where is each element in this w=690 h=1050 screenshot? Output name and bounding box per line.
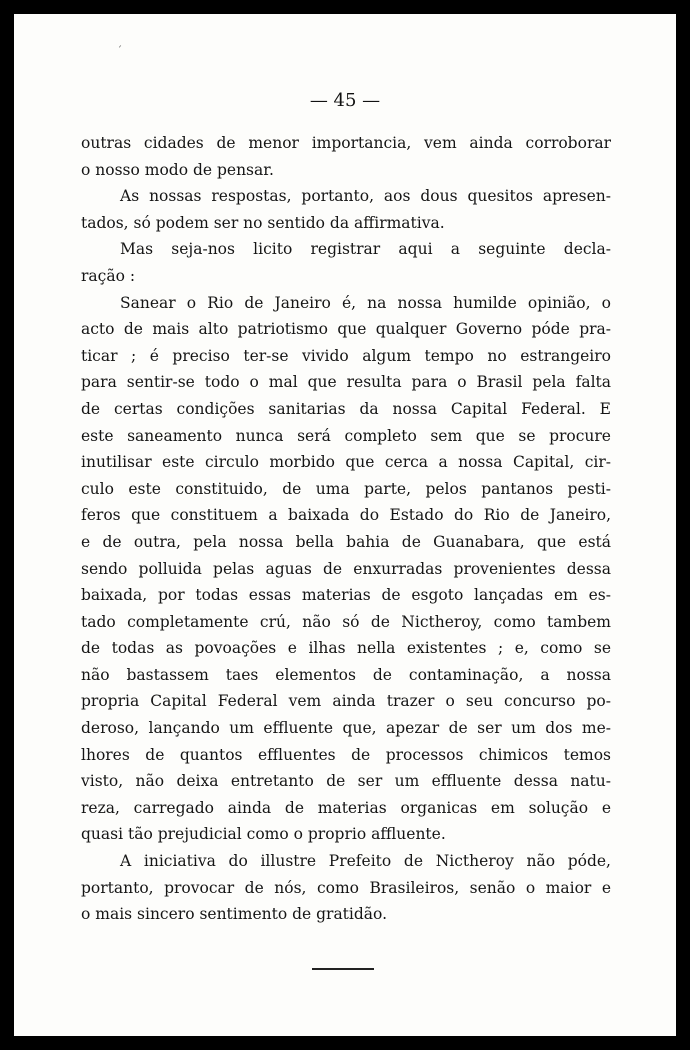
body-text [81,130,611,928]
text-line: culo este constituido, de uma parte, pelos pantanos pesti- [81,479,611,498]
stray-ink-mark: ´ [117,46,122,57]
page-number: — 45 — [309,90,381,111]
text-line: e de outra, pela nossa bella bahia de Guanabara, que está [81,532,611,551]
text-line: outras cidades de menor importancia, vem ainda corroborar [81,134,611,152]
text-line: As nossas respostas, portanto, aos dous quesitos apresen- [120,187,611,206]
text-line: o mais sincero sentimento de gratidão. [81,905,388,924]
text-line: sendo polluida pelas aguas de enxurradas provenientes dessa [81,559,611,578]
text-line: ticar ; é preciso ter-se vivido algum tempo no estrangeiro [81,346,611,365]
text-line: feros que constituem a baixada do Estado do Rio de Janeiro, [81,506,611,525]
book-page [14,14,676,1036]
text-line: este saneamento nunca será completo sem que se procure [81,426,611,445]
text-line: A iniciativa do illustre Prefeito de Nictheroy não póde, [120,852,611,871]
text-line: visto, não deixa entretanto de ser um effluente dessa natu- [81,772,611,791]
text-line: lhores de quantos effluentes de processos chimicos temos [81,745,611,764]
text-line: Sanear o Rio de Janeiro é, na nossa humilde opinião, o [120,293,611,312]
text-line: não bastassem taes elementos de contaminação, a nossa [81,665,611,684]
text-line: portanto, provocar de nós, como Brasileiros, senão o maior e [81,878,611,897]
text-line: reza, carregado ainda de materias organicas em solução e [81,798,611,817]
text-line: Mas seja-nos licito registrar aqui a seguinte decla- [120,240,611,259]
text-line: tado completamente crú, não só de Nictheroy, como tambem [81,612,611,631]
text-line: acto de mais alto patriotismo que qualquer Governo póde pra- [81,320,611,339]
text-line: de todas as povoações e ilhas nella existentes ; e, como se [81,639,611,658]
text-line: propria Capital Federal vem ainda trazer o seu concurso po- [81,692,611,711]
text-line: tados, só podem ser no sentido da affirmativa. [81,213,445,232]
text-line: baixada, por todas essas materias de esgoto lançadas em es- [81,586,611,605]
text-line: ração : [81,266,136,285]
text-line: inutilisar este circulo morbido que cerca a nossa Capital, cir- [81,453,611,472]
text-line: quasi tão prejudicial como o proprio affluente. [81,825,446,844]
text-line: deroso, lançando um effluente que, apezar de ser um dos me- [81,719,611,738]
ending-rule [312,968,374,970]
text-line: para sentir-se todo o mal que resulta para o Brasil pela falta [81,373,611,392]
text-line: o nosso modo de pensar. [81,160,274,179]
text-line: de certas condições sanitarias da nossa Capital Federal. E [81,399,611,418]
